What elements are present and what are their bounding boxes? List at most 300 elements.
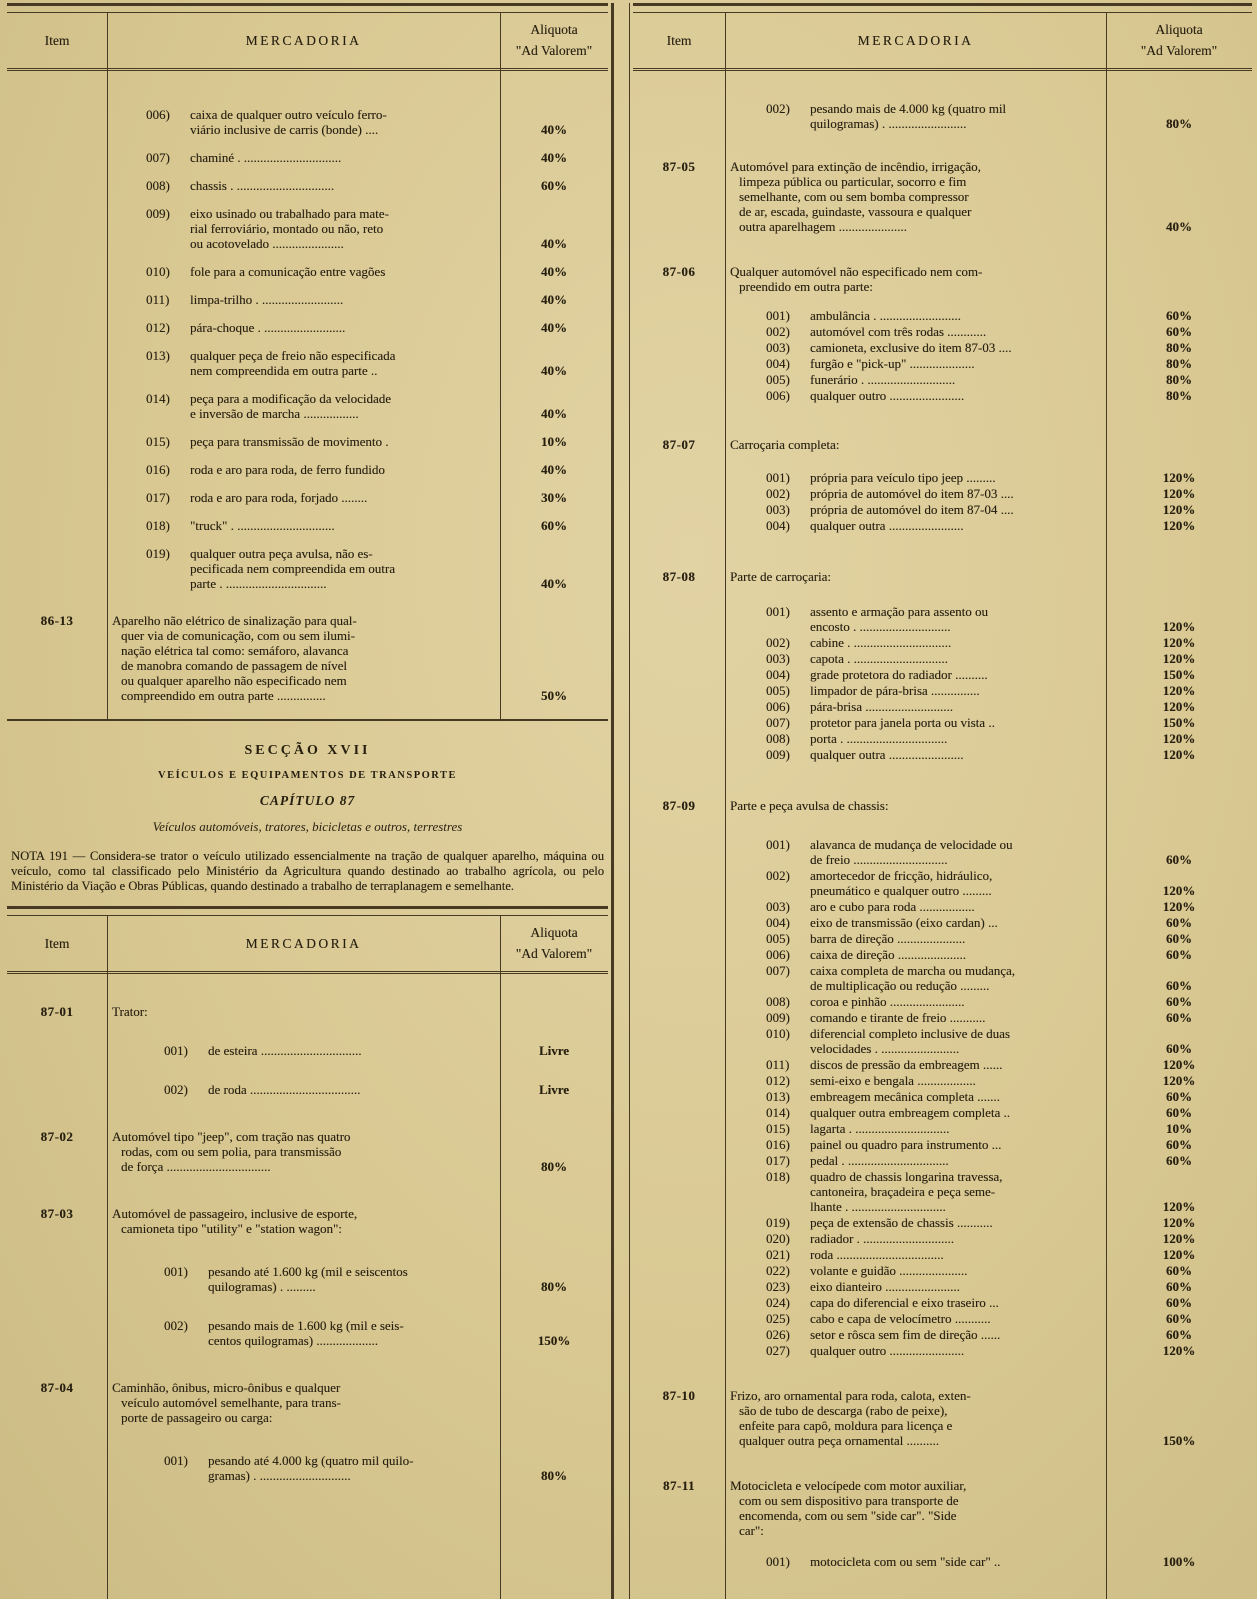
- text-line: nação elétrica tal como: semáforo, alavanca: [121, 643, 349, 658]
- aliquota-value: 40%: [541, 150, 567, 165]
- table-row: [7, 348, 608, 378]
- aliquota-value: Livre: [538, 1082, 570, 1097]
- mercadoria-cell: [725, 963, 1106, 993]
- row-text: [810, 963, 1100, 993]
- aliquota-value: 120%: [1162, 747, 1196, 762]
- column-header-aliquota: Aliquota "Ad Valorem": [1140, 22, 1218, 58]
- text-line: pára-choque . .........................: [190, 320, 346, 335]
- table-row: [633, 994, 1252, 1009]
- table-row: [633, 569, 1252, 584]
- aliquota-value: 80%: [541, 1468, 567, 1483]
- aliquota-value: 60%: [1166, 1327, 1192, 1342]
- table-row: [633, 651, 1252, 666]
- text-line: ou acotovelado ......................: [190, 236, 344, 251]
- row-text: [810, 340, 1100, 355]
- text-line: capa do diferencial e eixo traseiro ...: [810, 1295, 999, 1310]
- subitem-number: 006): [766, 699, 790, 714]
- subitem-number: 001): [164, 1453, 188, 1468]
- table-row: [633, 715, 1252, 730]
- text-line: nem compreendida em outra parte ..: [190, 363, 378, 378]
- text-line: compreendido em outra parte ...............: [121, 688, 326, 703]
- tariff-table-left-bottom: [7, 916, 608, 1599]
- mercadoria-cell: [725, 470, 1106, 485]
- text-line: qualquer outra peça ornamental ..........: [739, 1433, 939, 1448]
- subitem-number: 017): [766, 1153, 790, 1168]
- item-code: 87-07: [662, 437, 696, 452]
- subitem-number: 002): [766, 868, 790, 883]
- table-row: [7, 1380, 608, 1425]
- subitem-number: 004): [766, 915, 790, 930]
- mercadoria-cell: [725, 1247, 1106, 1262]
- row-text: [810, 1105, 1100, 1120]
- mercadoria-cell: [725, 715, 1106, 730]
- mercadoria-cell: [725, 994, 1106, 1009]
- table-row: [633, 1153, 1252, 1168]
- subitem-number: 020): [766, 1231, 790, 1246]
- text-line: de multiplicação ou redução .........: [810, 978, 990, 993]
- table-row: [7, 490, 608, 505]
- row-text: [810, 1010, 1100, 1025]
- mercadoria-cell: [725, 1295, 1106, 1310]
- aliquota-value: 120%: [1162, 1199, 1196, 1214]
- text-line: painel ou quadro para instrumento ...: [810, 1137, 1002, 1152]
- text-line: chaminé . ..............................: [190, 150, 342, 165]
- mercadoria-cell: [107, 264, 500, 279]
- table-row: [633, 324, 1252, 339]
- table-row: [633, 1231, 1252, 1246]
- text-line: radiador . ............................: [810, 1231, 955, 1246]
- row-text: [112, 1206, 494, 1236]
- table-row: [633, 1295, 1252, 1310]
- row-text: [810, 994, 1100, 1009]
- row-text: [112, 613, 494, 703]
- row-text: [810, 1231, 1100, 1246]
- mercadoria-cell: [725, 308, 1106, 323]
- mercadoria-cell: [725, 1478, 1106, 1538]
- text-line: de força ................................: [121, 1159, 271, 1174]
- row-text: [190, 178, 494, 193]
- text-line: volante e guidão .....................: [810, 1263, 968, 1278]
- text-line: pecificada nem compreendida em outra: [190, 561, 396, 576]
- text-line: Parte de carroçaria:: [730, 569, 832, 584]
- row-text: [810, 604, 1100, 634]
- table-row: [633, 264, 1252, 294]
- mercadoria-cell: [725, 837, 1106, 867]
- subitem-number: 018): [146, 518, 170, 533]
- text-line: parte . ...............................: [190, 576, 327, 591]
- mercadoria-cell: [725, 699, 1106, 714]
- row-text: [190, 150, 494, 165]
- aliquota-value: 60%: [541, 178, 567, 193]
- row-text: [810, 388, 1100, 403]
- text-line: peça para a modificação da velocidade: [190, 391, 392, 406]
- text-line: peça para transmissão de movimento .: [190, 434, 389, 449]
- text-line: automóvel com três rodas ............: [810, 324, 987, 339]
- aliquota-value: 80%: [1166, 372, 1192, 387]
- right-column: [633, 3, 1252, 1599]
- text-line: assento e armação para assento ou: [810, 604, 988, 619]
- table-row: [7, 107, 608, 137]
- table-row: [7, 613, 608, 703]
- mercadoria-cell: [107, 1004, 500, 1019]
- aliquota-value: 80%: [541, 1159, 567, 1174]
- column-header-item: Item: [44, 32, 70, 48]
- table-row: [633, 1478, 1252, 1538]
- text-line: quer via de comunicação, com ou sem ilumi-: [121, 628, 355, 643]
- row-text: [810, 1554, 1100, 1569]
- aliquota-value: 150%: [1162, 1433, 1196, 1448]
- table-row: [633, 1169, 1252, 1214]
- subitem-number: 002): [766, 324, 790, 339]
- row-text: [190, 462, 494, 477]
- table-row: [633, 372, 1252, 387]
- column-header-mercadoria: MERCADORIA: [245, 32, 362, 48]
- mercadoria-cell: [725, 1215, 1106, 1230]
- section-heading-block: [7, 721, 608, 906]
- mercadoria-cell: [107, 1082, 500, 1097]
- row-text: [190, 518, 494, 533]
- aliquota-value: 60%: [1166, 1263, 1192, 1278]
- subitem-number: 006): [766, 947, 790, 962]
- aliquota-value: 120%: [1162, 651, 1196, 666]
- aliquota-value: 60%: [1166, 852, 1192, 867]
- table-row: [633, 308, 1252, 323]
- text-line: pára-brisa ...........................: [810, 699, 953, 714]
- text-line: semi-eixo e bengala ..................: [810, 1073, 976, 1088]
- aliquota-value: 40%: [1166, 219, 1192, 234]
- table-row: [633, 388, 1252, 403]
- subitem-number: 013): [766, 1089, 790, 1104]
- table-row: [633, 1311, 1252, 1326]
- subitem-number: 016): [766, 1137, 790, 1152]
- aliquota-value: Livre: [538, 1043, 570, 1058]
- mercadoria-cell: [725, 731, 1106, 746]
- mercadoria-cell: [725, 1311, 1106, 1326]
- row-text: [810, 947, 1100, 962]
- text-line: pneumático e qualquer outro .........: [810, 883, 992, 898]
- subitem-number: 009): [766, 1010, 790, 1025]
- text-line: qualquer peça de freio não especificada: [190, 348, 396, 363]
- row-text: [810, 486, 1100, 501]
- text-line: ou qualquer aparelho não especificado nem: [121, 673, 347, 688]
- mercadoria-cell: [725, 1137, 1106, 1152]
- mercadoria-cell: [725, 1153, 1106, 1168]
- row-text: [810, 1343, 1100, 1358]
- table-row: [633, 1554, 1252, 1569]
- text-line: furgão e "pick-up" ....................: [810, 356, 975, 371]
- mercadoria-cell: [107, 206, 500, 251]
- text-line: de esteira ...............................: [208, 1043, 362, 1058]
- table-row: [633, 502, 1252, 517]
- column-header-aliquota: Aliquota "Ad Valorem": [515, 22, 593, 58]
- aliquota-value: 60%: [1166, 1105, 1192, 1120]
- text-line: amortecedor de fricção, hidráulico,: [810, 868, 993, 883]
- mercadoria-cell: [107, 1264, 500, 1294]
- text-line: diferencial completo inclusive de duas: [810, 1026, 1010, 1041]
- aliquota-value: 80%: [1166, 116, 1192, 131]
- row-text: [810, 1169, 1100, 1214]
- row-text: [190, 391, 494, 421]
- text-line: velocidades . ........................: [810, 1041, 960, 1056]
- mercadoria-cell: [725, 502, 1106, 517]
- table-row: [633, 947, 1252, 962]
- text-line: própria de automóvel do item 87-04 ....: [810, 502, 1014, 517]
- tariff-table-right: [633, 13, 1252, 1599]
- mercadoria-cell: [725, 264, 1106, 294]
- text-line: preendido em outra parte:: [739, 279, 873, 294]
- aliquota-value: 120%: [1162, 635, 1196, 650]
- mercadoria-cell: [725, 667, 1106, 682]
- subitem-number: 004): [766, 518, 790, 533]
- text-line: porte de passageiro ou carga:: [121, 1410, 273, 1425]
- mercadoria-cell: [725, 1388, 1106, 1448]
- subitem-number: 008): [146, 178, 170, 193]
- aliquota-value: 60%: [1166, 1089, 1192, 1104]
- text-line: viário inclusive de carris (bonde) ....: [190, 122, 379, 137]
- text-line: qualquer outra peça avulsa, não es-: [190, 546, 373, 561]
- text-line: limpador de pára-brisa ...............: [810, 683, 980, 698]
- table-row: [633, 1121, 1252, 1136]
- text-line: de manobra comando de passagem de nível: [121, 658, 347, 673]
- aliquota-value: 120%: [1162, 683, 1196, 698]
- aliquota-value: 60%: [1166, 1137, 1192, 1152]
- mercadoria-cell: [107, 1453, 500, 1483]
- text-line: Automóvel tipo "jeep", com tração nas quatro: [112, 1129, 351, 1144]
- table-row: [633, 667, 1252, 682]
- mercadoria-cell: [107, 613, 500, 703]
- table-row: [633, 683, 1252, 698]
- aliquota-value: 40%: [541, 320, 567, 335]
- left-column: [7, 3, 608, 1599]
- table-row: [633, 101, 1252, 131]
- mercadoria-cell: [725, 899, 1106, 914]
- text-line: caixa completa de marcha ou mudança,: [810, 963, 1016, 978]
- row-text: [810, 1121, 1100, 1136]
- table-row: [633, 931, 1252, 946]
- table-row: [7, 518, 608, 533]
- mercadoria-cell: [725, 1263, 1106, 1278]
- table-row: [633, 915, 1252, 930]
- aliquota-value: 60%: [1166, 324, 1192, 339]
- aliquota-value: 40%: [541, 363, 567, 378]
- text-line: Automóvel de passageiro, inclusive de esporte,: [112, 1206, 358, 1221]
- aliquota-value: 60%: [1166, 1311, 1192, 1326]
- mercadoria-cell: [725, 635, 1106, 650]
- item-code: 87-05: [662, 159, 696, 174]
- row-text: [810, 1089, 1100, 1104]
- aliquota-value: 150%: [537, 1333, 571, 1348]
- text-line: setor e rôsca sem fim de direção ......: [810, 1327, 1001, 1342]
- row-text: [730, 264, 1100, 294]
- aliquota-value: 60%: [1166, 1041, 1192, 1056]
- item-code: 87-02: [40, 1129, 74, 1144]
- text-line: e inversão de marcha .................: [190, 406, 359, 421]
- subitem-number: 001): [164, 1043, 188, 1058]
- table-header: [7, 13, 608, 71]
- text-line: lhante . .............................: [810, 1199, 946, 1214]
- row-text: [190, 348, 494, 378]
- aliquota-value: 120%: [1162, 1073, 1196, 1088]
- table-row: [7, 1453, 608, 1483]
- subitem-number: 022): [766, 1263, 790, 1278]
- aliquota-value: 150%: [1162, 667, 1196, 682]
- text-line: qualquer outro .......................: [810, 388, 965, 403]
- text-line: discos de pressão da embreagem ......: [810, 1057, 1003, 1072]
- subitem-number: 019): [146, 546, 170, 561]
- subitem-number: 001): [766, 308, 790, 323]
- chapter-subtitle: Veículos automóveis, tratores, bicicletas e outros, terrestres: [152, 819, 463, 834]
- text-line: camioneta tipo "utility" e "station wagon":: [121, 1221, 342, 1236]
- text-line: camioneta, exclusive do item 87-03 ....: [810, 340, 1012, 355]
- table-row: [633, 1073, 1252, 1088]
- aliquota-value: 60%: [541, 518, 567, 533]
- text-line: Aparelho não elétrico de sinalização para qual-: [112, 613, 357, 628]
- aliquota-value: 40%: [541, 292, 567, 307]
- row-text: [810, 651, 1100, 666]
- row-text: [810, 372, 1100, 387]
- subitem-number: 011): [146, 292, 170, 307]
- table-row: [633, 486, 1252, 501]
- mercadoria-cell: [107, 1206, 500, 1236]
- text-line: pesando mais de 4.000 kg (quatro mil: [810, 101, 1007, 116]
- text-line: Carroçaria completa:: [730, 437, 840, 452]
- mercadoria-cell: [725, 931, 1106, 946]
- aliquota-value: 60%: [1166, 947, 1192, 962]
- mercadoria-cell: [107, 107, 500, 137]
- aliquota-value: 120%: [1162, 899, 1196, 914]
- aliquota-value: 120%: [1162, 1343, 1196, 1358]
- table-top-rule: [7, 906, 608, 916]
- mercadoria-cell: [725, 1343, 1106, 1358]
- subitem-number: 002): [766, 486, 790, 501]
- text-line: coroa e pinhão .......................: [810, 994, 965, 1009]
- tariff-table-left-top: [7, 13, 608, 721]
- aliquota-value: 120%: [1162, 1247, 1196, 1262]
- text-line: "truck" . ..............................: [190, 518, 335, 533]
- mercadoria-cell: [107, 348, 500, 378]
- aliquota-value: 120%: [1162, 1057, 1196, 1072]
- text-line: semelhante, com ou sem bomba compressor: [739, 189, 969, 204]
- mercadoria-cell: [725, 372, 1106, 387]
- text-line: quadro de chassis longarina travessa,: [810, 1169, 1003, 1184]
- text-line: peça de extensão de chassis ...........: [810, 1215, 993, 1230]
- table-row: [633, 1089, 1252, 1104]
- column-header-mercadoria: MERCADORIA: [857, 32, 974, 48]
- item-code: 87-11: [662, 1478, 696, 1493]
- subitem-number: 009): [766, 747, 790, 762]
- text-line: alavanca de mudança de velocidade ou: [810, 837, 1013, 852]
- subitem-number: 002): [164, 1082, 188, 1097]
- row-text: [730, 569, 1100, 584]
- text-line: veículo automóvel semelhante, para trans-: [121, 1395, 341, 1410]
- mercadoria-cell: [107, 1380, 500, 1425]
- text-line: qualquer outra .......................: [810, 518, 964, 533]
- table-row: [7, 462, 608, 477]
- subitem-number: 004): [766, 667, 790, 682]
- mercadoria-cell: [107, 490, 500, 505]
- row-text: [190, 490, 494, 505]
- mercadoria-cell: [107, 178, 500, 193]
- text-line: própria para veículo tipo jeep .........: [810, 470, 996, 485]
- table-row: [633, 437, 1252, 452]
- row-text: [810, 1057, 1100, 1072]
- mercadoria-cell: [725, 1089, 1106, 1104]
- row-text: [730, 159, 1100, 234]
- aliquota-value: 60%: [1166, 978, 1192, 993]
- text-line: qualquer outro .......................: [810, 1343, 965, 1358]
- subitem-number: 007): [146, 150, 170, 165]
- mercadoria-cell: [725, 1105, 1106, 1120]
- mercadoria-cell: [725, 1279, 1106, 1294]
- mercadoria-cell: [725, 101, 1106, 131]
- aliquota-value: 60%: [1166, 1153, 1192, 1168]
- table-row: [7, 1264, 608, 1294]
- table-row: [633, 1105, 1252, 1120]
- text-line: gramas) . ............................: [208, 1468, 351, 1483]
- table-row: [633, 1215, 1252, 1230]
- top-rule: [7, 3, 608, 13]
- aliquota-value: 150%: [1162, 715, 1196, 730]
- subitem-number: 009): [146, 206, 170, 221]
- subitem-number: 015): [146, 434, 170, 449]
- item-code: 87-04: [40, 1380, 74, 1395]
- mercadoria-cell: [107, 391, 500, 421]
- subitem-number: 003): [766, 502, 790, 517]
- subitem-number: 002): [766, 635, 790, 650]
- text-line: chassis . ..............................: [190, 178, 335, 193]
- mercadoria-cell: [725, 518, 1106, 533]
- row-text: [810, 1073, 1100, 1088]
- table-row: [633, 731, 1252, 746]
- text-line: Automóvel para extinção de incêndio, irrigação,: [730, 159, 981, 174]
- mercadoria-cell: [725, 1554, 1106, 1569]
- item-code: 87-01: [40, 1004, 74, 1019]
- subitem-number: 002): [766, 101, 790, 116]
- table-row: [7, 546, 608, 591]
- aliquota-value: 60%: [1166, 994, 1192, 1009]
- table-row: [633, 747, 1252, 762]
- row-text: [810, 747, 1100, 762]
- subitem-number: 025): [766, 1311, 790, 1326]
- subitem-number: 004): [766, 356, 790, 371]
- text-line: de roda ..................................: [208, 1082, 361, 1097]
- text-line: car":: [739, 1523, 764, 1538]
- table-row: [7, 1043, 608, 1058]
- aliquota-value: 80%: [1166, 388, 1192, 403]
- aliquota-value: 120%: [1162, 1215, 1196, 1230]
- text-line: aro e cubo para roda .................: [810, 899, 975, 914]
- text-line: encomenda, com ou sem "side car". "Side: [739, 1508, 957, 1523]
- row-text: [810, 715, 1100, 730]
- table-row: [7, 1206, 608, 1236]
- table-row: [7, 292, 608, 307]
- subitem-number: 001): [766, 604, 790, 619]
- aliquota-value: 100%: [1162, 1554, 1196, 1569]
- item-code: 87-08: [662, 569, 696, 584]
- subitem-number: 002): [164, 1318, 188, 1333]
- aliquota-value: 50%: [541, 688, 567, 703]
- row-text: [810, 899, 1100, 914]
- row-text: [810, 356, 1100, 371]
- aliquota-value: 120%: [1162, 1231, 1196, 1246]
- mercadoria-cell: [107, 292, 500, 307]
- row-text: [112, 1129, 494, 1174]
- text-line: encosto . ............................: [810, 619, 951, 634]
- aliquota-value: 60%: [1166, 308, 1192, 323]
- aliquota-value: 40%: [541, 462, 567, 477]
- text-line: porta . ...............................: [810, 731, 948, 746]
- text-line: roda e aro para roda, forjado ........: [190, 490, 368, 505]
